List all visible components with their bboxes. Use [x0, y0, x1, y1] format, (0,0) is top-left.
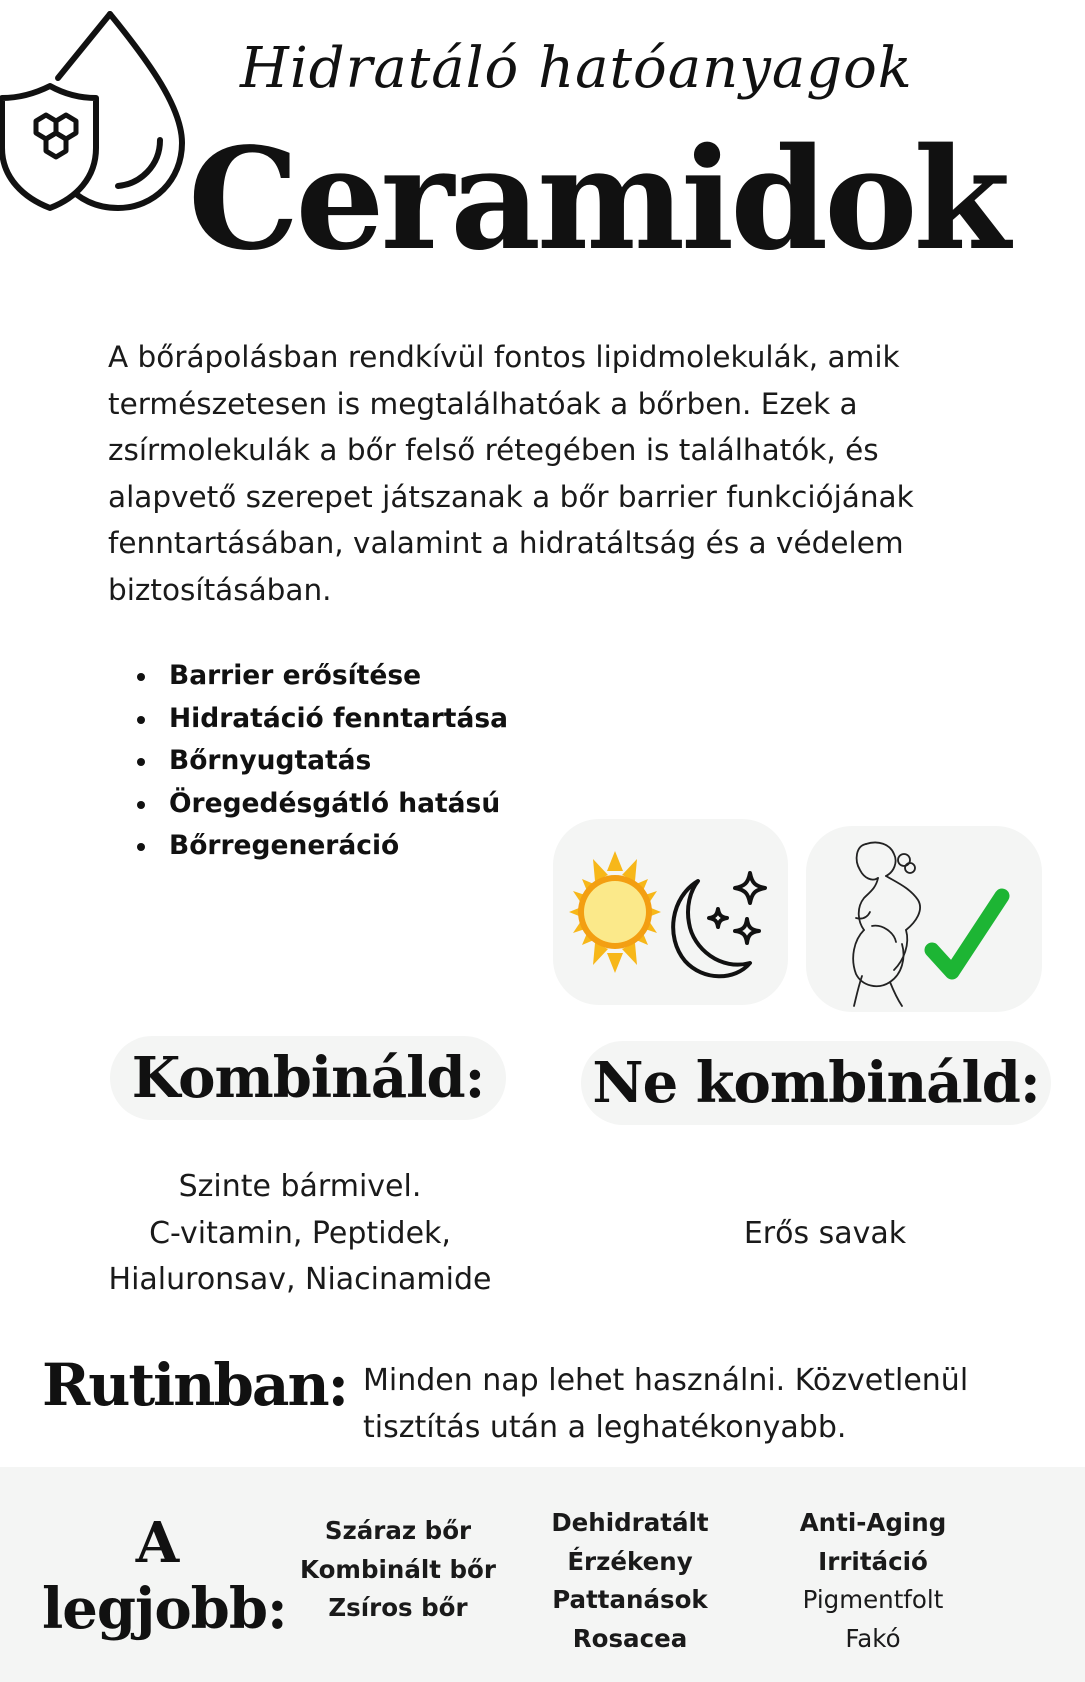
- combine-line: Hialuronsav, Niacinamide: [108, 1262, 492, 1297]
- combine-heading: Kombináld:: [110, 1036, 506, 1120]
- list-item: Irritáció: [818, 1546, 928, 1576]
- best-for-heading-line: legjobb:: [42, 1576, 287, 1642]
- best-for-heading: [42, 1510, 287, 1642]
- combine-line: Szinte bármivel.: [178, 1169, 422, 1204]
- list-item: Öregedésgátló hatású: [135, 783, 508, 826]
- list-item: Érzékeny: [567, 1546, 693, 1576]
- not-combine-heading: Ne kombináld:: [581, 1041, 1051, 1125]
- list-item: Pattanások: [552, 1585, 708, 1614]
- list-item: Barrier erősítése: [135, 655, 508, 698]
- best-for-column-concerns: [768, 1504, 978, 1658]
- routine-heading: Rutinban:: [42, 1351, 348, 1419]
- best-for-column-skin-types: [288, 1512, 508, 1628]
- subtitle: Hidratáló hatóanyagok: [240, 36, 913, 101]
- list-item: Dehidratált: [551, 1508, 709, 1537]
- moon-stars-icon: [673, 873, 765, 976]
- day-night-card: [553, 819, 788, 1005]
- not-combine-text: Erős savak: [743, 1216, 907, 1251]
- list-item: Pigmentfolt: [802, 1585, 944, 1614]
- routine-text: Minden nap lehet használni. Közvetlenül tisztítás után a leghatékonyabb.: [363, 1363, 969, 1445]
- list-item: Zsíros bőr: [328, 1593, 468, 1622]
- pregnant-woman-icon: [853, 842, 920, 1006]
- list-item: Bőrregeneráció: [135, 825, 508, 868]
- list-item: Hidratáció fenntartása: [135, 698, 508, 741]
- checkmark-icon: [932, 896, 1002, 972]
- list-item: Fakó: [845, 1623, 901, 1653]
- pregnancy-safe-card: [806, 826, 1042, 1012]
- intro-paragraph: A bőrápolásban rendkívül fontos lipidmolekulák, amik természetesen is megtalálhatóak a bőrben. Ezek a zsírmolekulák a bőr felső rétegében is találhatók, és alapvető szerepet játszanak a bőr barrier funkciójának fenntartásában, valamint a hidratáltság és a védelem biztosításában.: [108, 340, 914, 607]
- page-title: Ceramidok: [188, 118, 1007, 282]
- combine-line: C-vitamin, Peptidek,: [149, 1215, 451, 1251]
- best-for-column-conditions: [520, 1504, 740, 1658]
- list-item: Száraz bőr: [324, 1516, 472, 1545]
- list-item: Rosacea: [572, 1623, 688, 1653]
- droplet-shield-icon: [0, 8, 190, 213]
- benefits-list: [135, 655, 508, 868]
- sun-icon: [569, 851, 661, 973]
- best-for-heading-line: A: [135, 1510, 179, 1576]
- list-item: Anti-Aging: [799, 1508, 947, 1537]
- combine-list: [80, 1164, 520, 1304]
- list-item: Kombinált bőr: [300, 1554, 496, 1584]
- list-item: Bőrnyugtatás: [135, 740, 508, 783]
